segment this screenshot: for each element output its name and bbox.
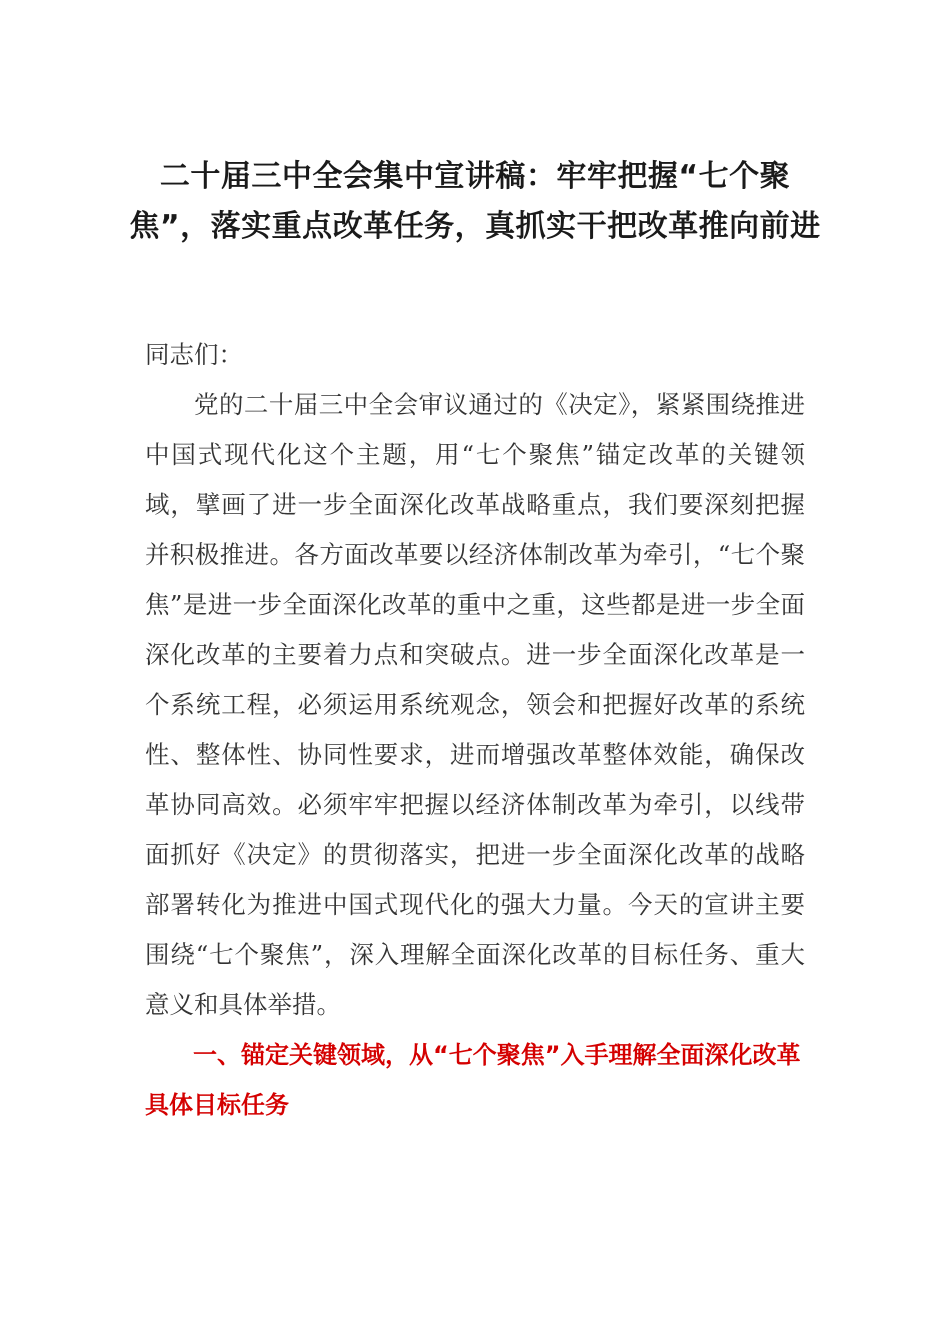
salutation: 同志们： xyxy=(145,340,243,369)
document-title: 二十届三中全会集中宣讲稿：牢牢把握“七个聚焦”，落实重点改革任务，真抓实干把改革推向前进 xyxy=(129,159,821,244)
body-paragraph: 党的二十届三中全会审议通过的《决定》，紧紧围绕推进中国式现代化这个主题，用“七个聚焦”锚定改革的关键领域，擘画了进一步全面深化改革战略重点，我们要深刻把握并积极推进。各方面改革要以经济体制改革为牵引，“七个聚焦”是进一步全面深化改革的重中之重，这些都是进一步全面深化改革的主要着力点和突破点。进一步全面深化改革是一个系统工程，必须运用系统观念，领会和把握好改革的系统性、整体性、协同性要求，进而增强改革整体效能，确保改革协同高效。必须牢牢把握以经济体制改革为牵引，以线带面抓好《决定》的贯彻落实，把进一步全面深化改革的战略部署转化为推进中国式现代化的强大力量。今天的宣讲主要围绕“七个聚焦”，深入理解全面深化改革的目标任务、重大意义和具体举措。 xyxy=(145,390,805,1019)
section-heading: 一、锚定关键领域，从“七个聚焦”入手理解全面深化改革具体目标任务 xyxy=(145,1041,801,1119)
